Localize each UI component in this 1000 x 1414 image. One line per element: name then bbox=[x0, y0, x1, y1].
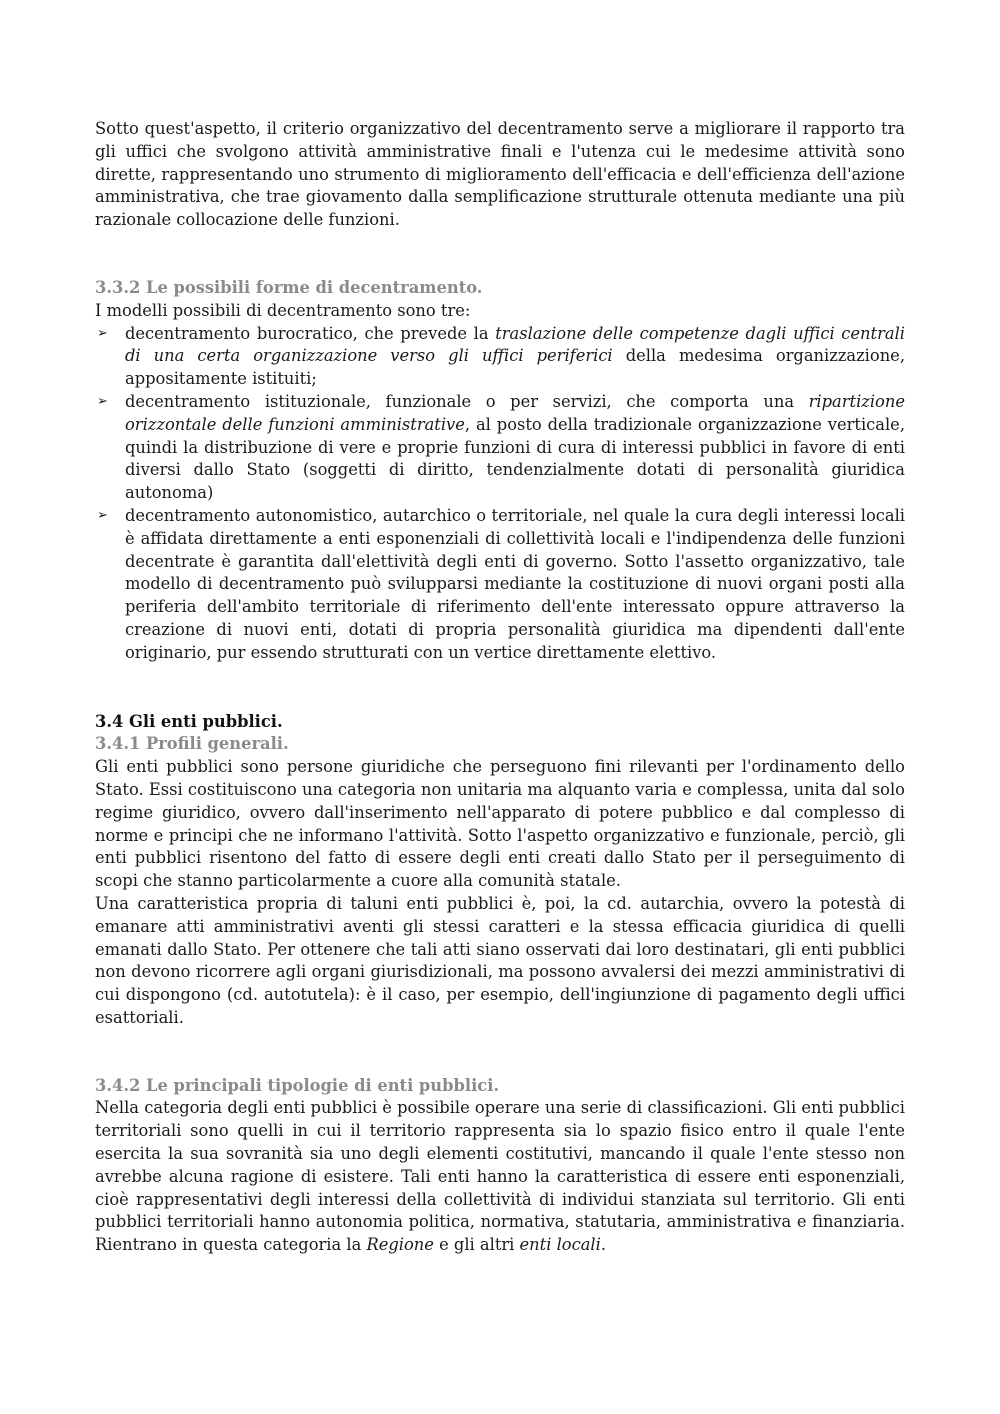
list-item: ➢ decentramento autonomistico, autarchico o territoriale, nel quale la cura degli interessi locali è affidata direttamente a enti esponenziali di collettività locali e l'indipendenza delle funzioni decentrate è garantita dall'elettività degli enti di governo. Sotto l'assetto organizzativo, tale modello di decentramento può svilupparsi mediante la costituzione di nuovi organi posti alla periferia dell'ambito territoriale di riferimento dell'ente interessato oppure attraverso la creazione di nuovi enti, dotati di propria personalità giuridica ma dipendenti dall'ente originario, pur essendo strutturati con un vertice direttamente elettivo. bbox=[97, 505, 905, 662]
section-3-4-1-paragraph-2: Una caratteristica propria di taluni enti pubblici è, poi, la cd. autarchia, ovvero la potestà di emanare atti amministrativi aventi gli stessi caratteri e la stessa efficacia giuridica di quelli emanati dallo Stato. Per ottenere che tali atti siano osservati dai loro destinatari, gli enti pubblici non devono ricorrere agli organi giurisdizionali, ma possono avvalersi dei mezzi amministrativi di cui dispongono (cd. autotutela): è il caso, per esempio, dell'ingiunzione di pagamento degli uffici esattoriali. bbox=[95, 893, 905, 1027]
document-page bbox=[95, 118, 905, 1257]
section-3-4-1-paragraph-1: Gli enti pubblici sono persone giuridiche che perseguono fini rilevanti per l'ordinamento dello Stato. Essi costituiscono una categoria non unitaria ma alquanto varia e complessa, unita dal solo regime giuridico, ovvero dall'inserimento nell'apparato di potere pubblico e dal complesso di norme e principi che ne informano l'attività. Sotto l'aspetto organizzativo e funzionale, perciò, gli enti pubblici risentono del fatto di essere degli enti creati dallo Stato per il perseguimento di scopi che stanno particolarmente a cuore alla comunità statale. bbox=[95, 757, 905, 891]
section-3-3-2-heading: 3.3.2 Le possibili forme di decentramento. bbox=[95, 277, 483, 297]
arrow-bullet-icon: ➢ bbox=[97, 507, 108, 523]
list-item: ➢ decentramento burocratico, che prevede la traslazione delle competenze dagli uffici centrali di una certa organizzazione verso gli uffici periferici della medesima organizzazione, appositamente istituiti; bbox=[97, 323, 905, 389]
section-3-4-heading: 3.4 Gli enti pubblici. bbox=[95, 711, 283, 731]
decentramento-list bbox=[95, 323, 905, 665]
section-3-4-2-paragraph: Nella categoria degli enti pubblici è possibile operare una serie di classificazioni. Gli enti pubblici territoriali sono quelli in cui il territorio rappresenta sia lo spazio fisico entro il quale l'ente esercita la sua sovranità sia uno degli elementi costitutivi, mancando il quale l'ente stesso non avrebbe alcuna ragione di esistere. Tali enti hanno la caratteristica di essere enti esponenziali, cioè rappresentativi degli interessi della collettività di individui stanziata sul territorio. Gli enti pubblici territoriali hanno autonomia politica, normativa, statutaria, amministrativa e finanziaria. Rientrano in questa categoria la Regione e gli altri enti locali. bbox=[95, 1098, 905, 1255]
intro-paragraph: Sotto quest'aspetto, il criterio organizzativo del decentramento serve a migliorare il rapporto tra gli uffici che svolgono attività amministrative finali e l'utenza cui le medesime attività sono dirette, rappresentando uno strumento di miglioramento dell'efficacia e dell'efficienza dell'azione amministrativa, che trae giovamento dalla semplificazione strutturale ottenuta mediante una più razionale collocazione delle funzioni. bbox=[95, 119, 905, 230]
section-3-3-2-lead: I modelli possibili di decentramento sono tre: bbox=[95, 300, 471, 320]
arrow-bullet-icon: ➢ bbox=[97, 325, 108, 341]
section-3-4-2-heading: 3.4.2 Le principali tipologie di enti pubblici. bbox=[95, 1075, 500, 1095]
arrow-bullet-icon: ➢ bbox=[97, 393, 108, 409]
section-3-4-1-heading: 3.4.1 Profili generali. bbox=[95, 734, 289, 754]
list-item: ➢ decentramento istituzionale, funzionale o per servizi, che comporta una ripartizione orizzontale delle funzioni amministrative, al posto della tradizionale organizzazione verticale, quindi la distribuzione di vere e proprie funzioni di cura di interessi pubblici in favore di enti diversi dallo Stato (soggetti di diritto, tendenzialmente dotati di personalità giuridica autonoma) bbox=[97, 391, 905, 503]
